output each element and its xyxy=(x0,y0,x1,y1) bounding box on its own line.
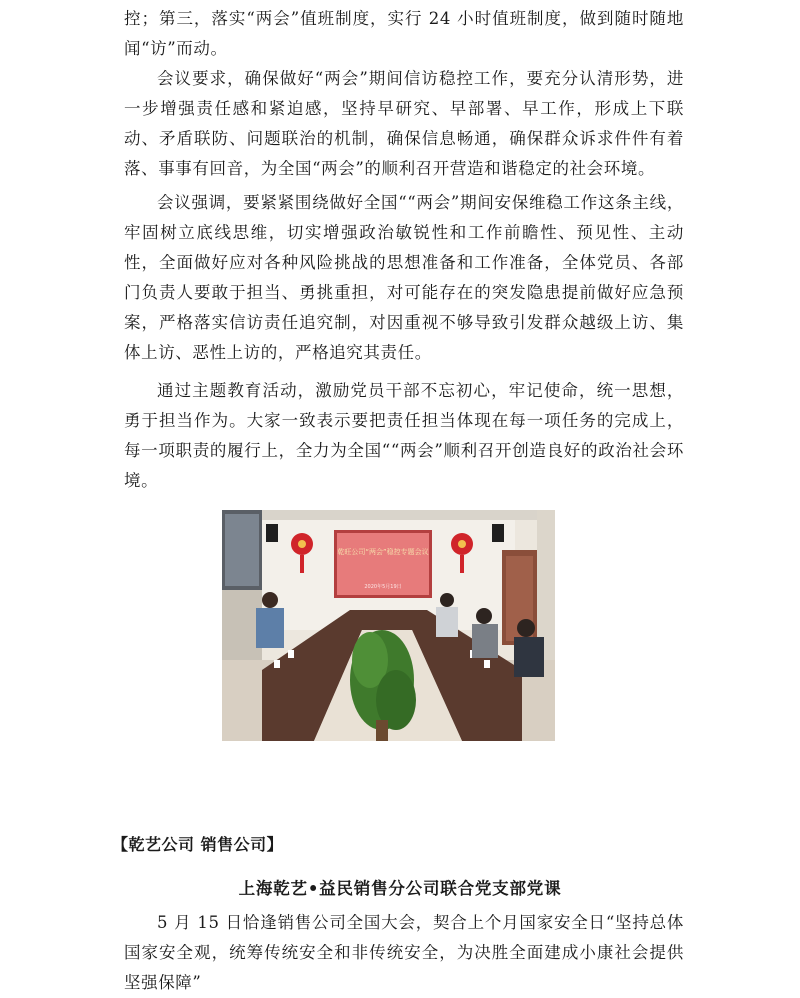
paragraph-meeting-emphasis: 会议强调，要紧紧围绕做好全国““两会”期间安保维稳工作这条主线，牢固树立底线思维，切实增强政治敏锐性和工作前瞻性、预见性、主动性，全面做好应对各种风险挑战的思想准备和工作准备，全体党员、各部门负责人要敢于担当、勇挑重担，对可能存在的突发隐患提前做好应急预案，严格落实信访责任追究制，对因重视不够导致引发群众越级上访、集体上访、恶性上访的，严格追究其责任。 xyxy=(124,193,684,362)
paragraph-sales-conference: 5 月 15 日恰逢销售公司全国大会，契合上个月国家安全日“坚持总体国家安全观，统筹传统安全和非传统安全，为决胜全面建成小康社会提供坚强保障” xyxy=(124,913,684,992)
paragraph-theme-education: 通过主题教育活动，激励党员干部不忘初心，牢记使命，统一思想，勇于担当作为。大家一致表示要把责任担当体现在每一项任务的完成上，每一项职责的履行上，全力为全国““两会”顺利召开创造良好的政治社会环境。 xyxy=(124,381,684,490)
screen-date: 2020年5月19日 xyxy=(364,584,402,590)
screen-title: 乾旺公司“两会”稳控专题会议 xyxy=(337,548,429,556)
meeting-photo xyxy=(222,510,555,741)
section-label-company: 【乾艺公司 销售公司】 xyxy=(112,835,284,854)
paragraph-meeting-requirements: 会议要求，确保做好“两会”期间信访稳控工作，要充分认清形势，进一步增强责任感和紧迫感，坚持早研究、早部署、早工作，形成上下联动、矛盾联防、问题联治的机制，确保信息畅通，确保群众诉求件件有着落、事事有回音，为全国“两会”的顺利召开营造和谐稳定的社会环境。 xyxy=(124,69,684,178)
party-lesson-heading: 上海乾艺•益民销售分公司联合党支部党课 xyxy=(238,879,562,898)
paragraph-continuation: 控；第三，落实“两会”值班制度，实行 24 小时值班制度，做到随时随地闻“访”而动。 xyxy=(124,9,684,58)
